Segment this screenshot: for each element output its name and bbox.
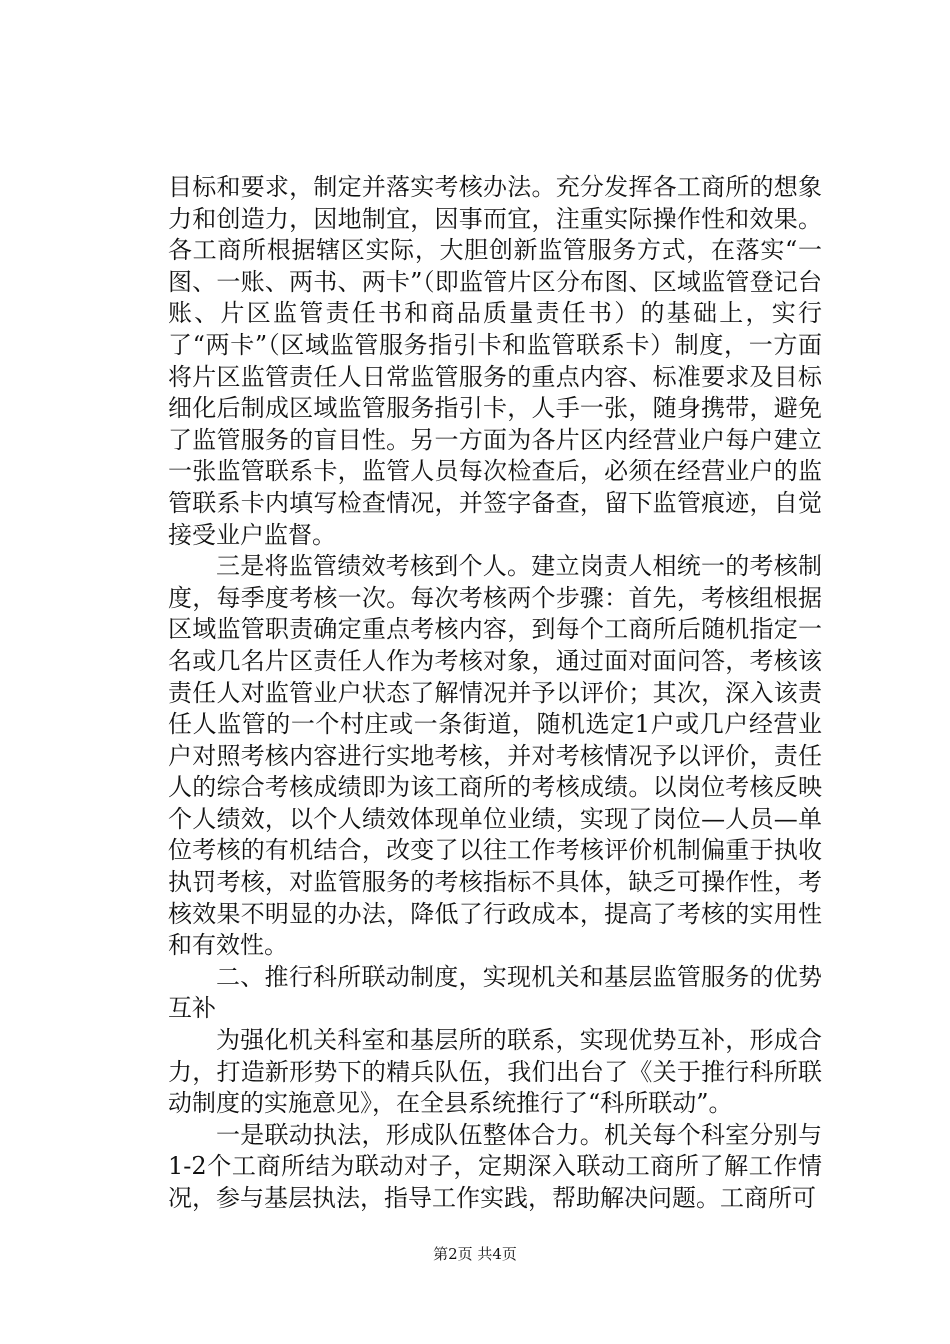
paragraph-2: 三是将监管绩效考核到个人。建立岗责人相统一的考核制度，每季度考核一次。每次考核两个步骤：首先，考核组根据区域监管职责确定重点考核内容，到每个工商所后随机指定一名或几名片区责任人作为考核对象，通过面对面问答，考核该责任人对监管业户状态了解情况并予以评价；其次，深入该责任人监管的一个村庄或一条街道，随机选定1户或几户经营业户对照考核内容进行实地考核，并对考核情况予以评价，责任人的综合考核成绩即为该工商所的考核成绩。以岗位考核反映个人绩效，以个人绩效体现单位业绩，实现了岗位—人员—单位考核的有机结合，改变了以往工作考核评价机制偏重于执收执罚考核，对监管服务的考核指标不具体，缺乏可操作性，考核效果不明显的办法，降低了行政成本，提高了考核的实用性和有效性。: [168, 552, 822, 960]
paragraph-4: 一是联动执法，形成队伍整体合力。机关每个科室分别与1-2个工商所结为联动对子，定期深入联动工商所了解工作情况，参与基层执法，指导工作实践，帮助解决问题。工商所可: [168, 1120, 822, 1212]
page-footer: 第2页 共4页: [433, 1245, 517, 1263]
paragraph-1: 目标和要求，制定并落实考核办法。充分发挥各工商所的想象力和创造力，因地制宜，因事而宜，注重实际操作性和效果。各工商所根据辖区实际，大胆创新监管服务方式，在落实“一图、一账、两书、两卡”（即监管片区分布图、区域监管登记台账、片区监管责任书和商品质量责任书）的基础上，实行了“两卡”（区域监管服务指引卡和监管联系卡）制度，一方面将片区监管责任人日常监管服务的重点内容、标准要求及目标细化后制成区域监管服务指引卡，人手一张，随身携带，避免了监管服务的盲目性。另一方面为各片区内经营业户每户建立一张监管联系卡，监管人员每次检查后，必须在经营业户的监管联系卡内填写检查情况，并签字备查，留下监管痕迹，自觉接受业户监督。: [168, 173, 822, 549]
paragraph-3: 为强化机关科室和基层所的联系，实现优势互补，形成合力，打造新形势下的精兵队伍，我们出台了《关于推行科所联动制度的实施意见》，在全县系统推行了“科所联动”。: [168, 1026, 822, 1118]
document-body: [168, 172, 822, 1215]
section-heading: 二、推行科所联动制度，实现机关和基层监管服务的优势互补: [168, 962, 822, 1023]
